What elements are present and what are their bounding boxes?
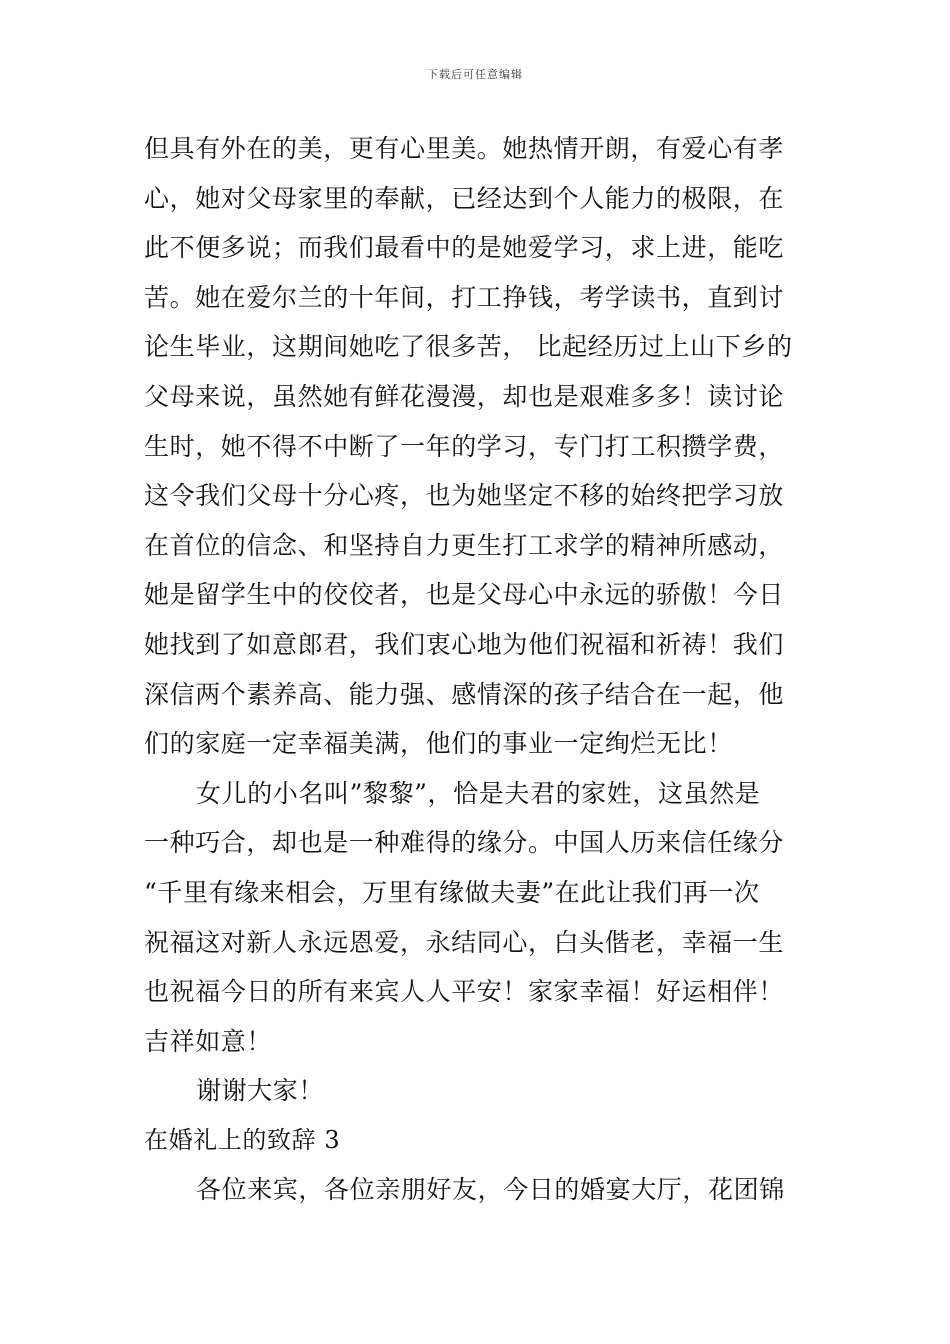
text-line: 父母来说，虽然她有鲜花漫漫，却也是艰难多多！读讨论 <box>144 381 785 411</box>
text-line: 们的家庭一定幸福美满，他们的事业一定绚烂无比！ <box>144 729 733 759</box>
section-heading: 在婚礼上的致辞 3 <box>144 1125 341 1154</box>
text-line: 但具有外在的美，更有心里美。她热情开朗，有爱心有孝 <box>144 134 785 163</box>
text-line: 在首位的信念、和坚持自力更生打工求学的精神所感动， <box>144 530 785 560</box>
text-line: 苦。她在爱尔兰的十年间，打工挣钱，考学读书，直到讨 <box>144 282 785 312</box>
paragraph-start-line: 各位来宾，各位亲朋好友，今日的婚宴大厅，花团锦 <box>196 1175 785 1205</box>
text-line: 生时，她不得不中断了一年的学习，专门打工积攒学费， <box>144 431 785 461</box>
text-line: 深信两个素养高、能力强、感情深的孩子结合在一起，他 <box>144 679 785 709</box>
text-line: 她是留学生中的佼佼者，也是父母心中永远的骄傲！今日 <box>144 580 785 610</box>
text-line: 吉祥如意！ <box>144 1026 273 1056</box>
text-line: 这令我们父母十分心疼，也为她坚定不移的始终把学习放 <box>144 481 785 511</box>
text-line: “千里有缘来相会，万里有缘做夫妻”在此让我们再一次 <box>144 877 760 907</box>
text-line: 祝福这对新人永远恩爱，永结同心，白头偕老，幸福一生 <box>144 927 785 957</box>
text-line: 也祝福今日的所有来宾人人平安！家家幸福！好运相伴！ <box>144 977 785 1007</box>
page-header-note: 下载后可任意编辑 <box>427 68 523 81</box>
text-line: 心，她对父母家里的奉献，已经达到个人能力的极限，在 <box>144 183 785 213</box>
paragraph-start-line: 女儿的小名叫”黎黎”，恰是夫君的家姓，这虽然是 <box>196 778 761 808</box>
text-line: 她找到了如意郎君，我们衷心地为他们祝福和祈祷！我们 <box>144 629 785 659</box>
text-line: 一种巧合，却也是一种难得的缘分。中国人历来信任缘分 <box>144 828 785 858</box>
document-body <box>144 124 812 1215</box>
text-line: 此不便多说；而我们最看中的是她爱学习，求上进，能吃 <box>144 233 785 263</box>
text-line: 论生毕业，这期间她吃了很多苦， 比起经历过上山下乡的 <box>144 332 793 362</box>
thanks-line: 谢谢大家！ <box>196 1076 325 1106</box>
